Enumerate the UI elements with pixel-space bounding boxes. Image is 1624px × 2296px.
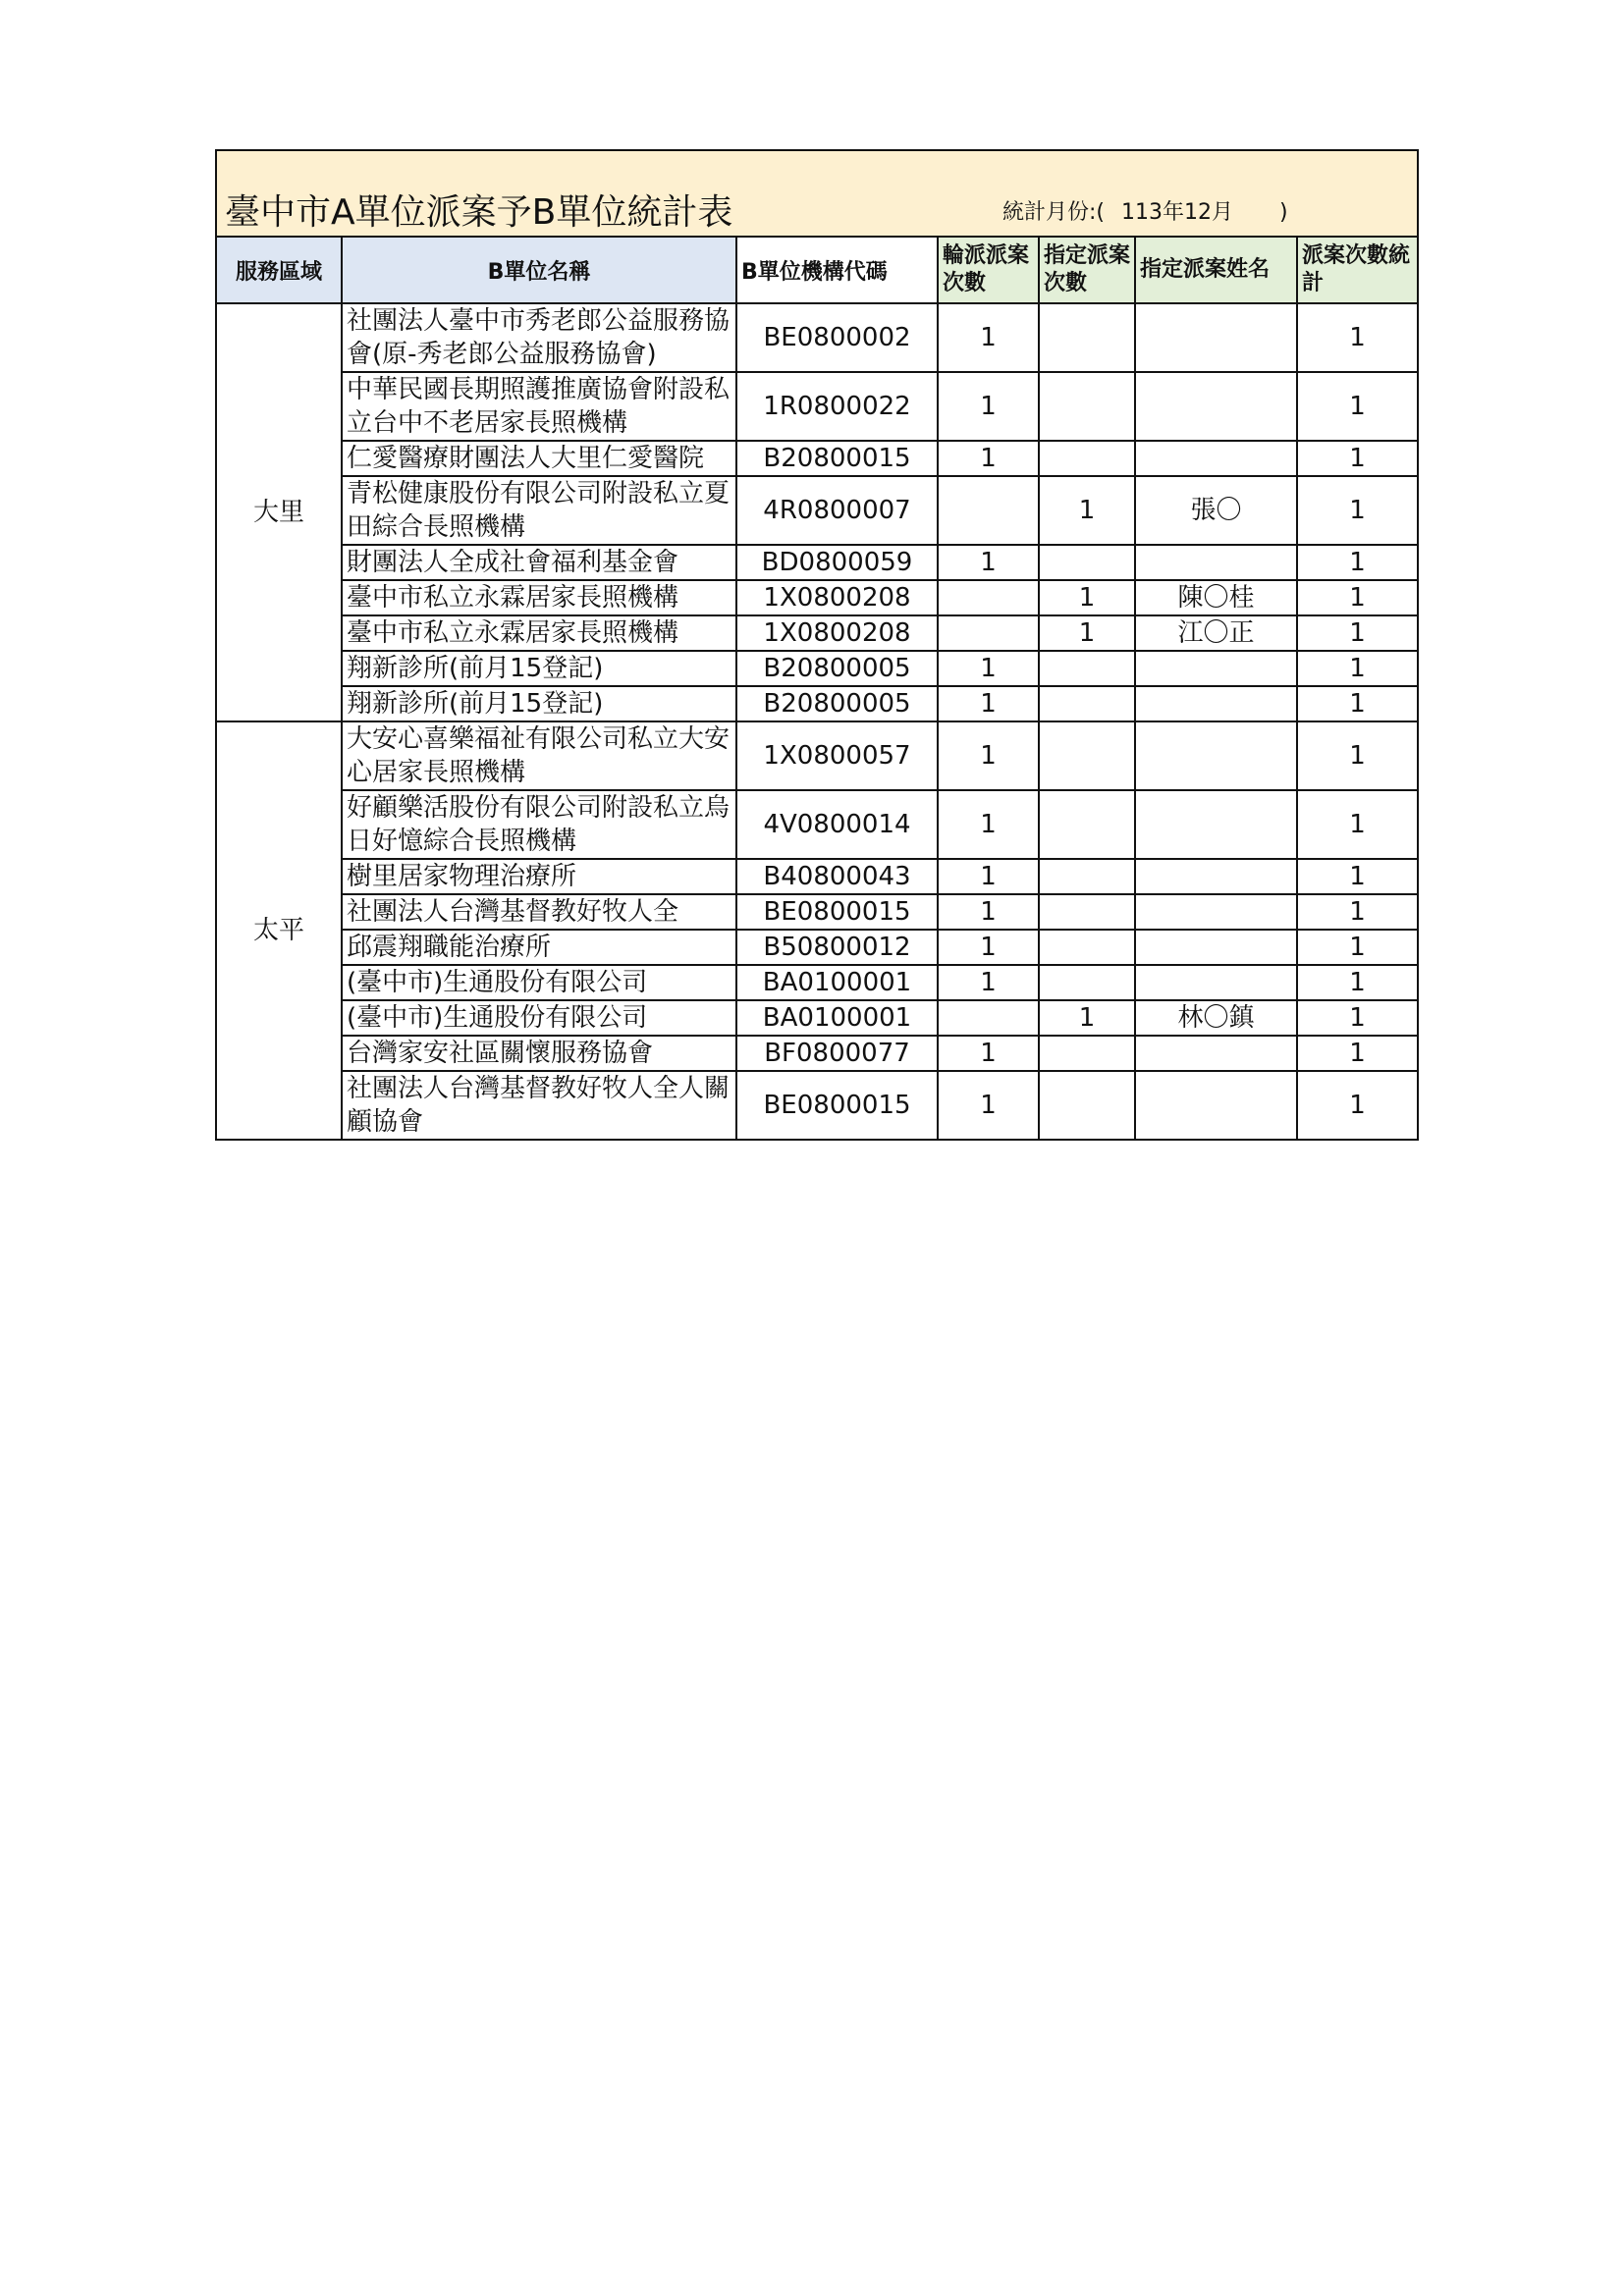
- designated-person-cell: [1135, 790, 1297, 859]
- unit-name-cell: 社團法人台灣基督教好牧人全: [342, 894, 736, 930]
- total-count-cell: 1: [1297, 686, 1418, 721]
- rotate-count-cell: [938, 580, 1039, 615]
- unit-name-cell: (臺中市)生通股份有限公司: [342, 1000, 736, 1036]
- designated-person-cell: 陳〇桂: [1135, 580, 1297, 615]
- period-prefix: 統計月份:(: [1002, 200, 1105, 225]
- total-count-cell: 1: [1297, 476, 1418, 545]
- period-value: 113年12月: [1121, 200, 1233, 225]
- unit-code-cell: B50800012: [736, 930, 938, 965]
- designated-person-cell: 張〇: [1135, 476, 1297, 545]
- designated-count-cell: [1039, 721, 1135, 790]
- unit-name-cell: 臺中市私立永霖居家長照機構: [342, 580, 736, 615]
- unit-code-cell: BA0100001: [736, 965, 938, 1000]
- header-total-count: 派案次數統計: [1297, 237, 1418, 303]
- table-row: [216, 1071, 1418, 1140]
- table-row: [216, 859, 1418, 894]
- designated-person-cell: [1135, 372, 1297, 441]
- unit-code-cell: BE0800002: [736, 303, 938, 372]
- designated-person-cell: [1135, 894, 1297, 930]
- region-cell: 太平: [216, 721, 342, 1140]
- unit-name-cell: 財團法人全成社會福利基金會: [342, 545, 736, 580]
- unit-name-cell: 樹里居家物理治療所: [342, 859, 736, 894]
- unit-code-cell: BE0800015: [736, 894, 938, 930]
- total-count-cell: 1: [1297, 303, 1418, 372]
- rotate-count-cell: 1: [938, 1036, 1039, 1071]
- rotate-count-cell: 1: [938, 930, 1039, 965]
- table-row: [216, 476, 1418, 545]
- rotate-count-cell: 1: [938, 545, 1039, 580]
- designated-count-cell: [1039, 1036, 1135, 1071]
- header-designated-person: 指定派案姓名: [1135, 237, 1297, 303]
- rotate-count-cell: [938, 615, 1039, 651]
- unit-name-cell: 中華民國長期照護推廣協會附設私立台中不老居家長照機構: [342, 372, 736, 441]
- total-count-cell: 1: [1297, 859, 1418, 894]
- statistics-sheet: [215, 149, 1417, 1141]
- designated-person-cell: [1135, 686, 1297, 721]
- unit-code-cell: 1X0800057: [736, 721, 938, 790]
- rotate-count-cell: [938, 1000, 1039, 1036]
- unit-code-cell: 1R0800022: [736, 372, 938, 441]
- table-body: [216, 303, 1418, 1140]
- table-row: [216, 545, 1418, 580]
- designated-count-cell: 1: [1039, 1000, 1135, 1036]
- header-designated-count: 指定派案次數: [1039, 237, 1135, 303]
- rotate-count-cell: [938, 476, 1039, 545]
- designated-count-cell: 1: [1039, 615, 1135, 651]
- designated-person-cell: [1135, 859, 1297, 894]
- unit-name-cell: 大安心喜樂福祉有限公司私立大安心居家長照機構: [342, 721, 736, 790]
- designated-person-cell: 林〇鎮: [1135, 1000, 1297, 1036]
- rotate-count-cell: 1: [938, 790, 1039, 859]
- designated-count-cell: [1039, 686, 1135, 721]
- statistics-period: [1002, 196, 1288, 230]
- total-count-cell: 1: [1297, 441, 1418, 476]
- table-row: [216, 615, 1418, 651]
- designated-person-cell: 江〇正: [1135, 615, 1297, 651]
- total-count-cell: 1: [1297, 580, 1418, 615]
- unit-code-cell: BE0800015: [736, 1071, 938, 1140]
- unit-name-cell: 仁愛醫療財團法人大里仁愛醫院: [342, 441, 736, 476]
- rotate-count-cell: 1: [938, 372, 1039, 441]
- designated-count-cell: [1039, 441, 1135, 476]
- unit-name-cell: 臺中市私立永霖居家長照機構: [342, 615, 736, 651]
- header-rotate-count: 輪派派案次數: [938, 237, 1039, 303]
- table-row: [216, 441, 1418, 476]
- designated-count-cell: [1039, 930, 1135, 965]
- designated-count-cell: 1: [1039, 580, 1135, 615]
- total-count-cell: 1: [1297, 545, 1418, 580]
- table-row: [216, 894, 1418, 930]
- unit-name-cell: 翔新診所(前月15登記): [342, 686, 736, 721]
- header-row: [216, 237, 1418, 303]
- designated-person-cell: [1135, 1071, 1297, 1140]
- rotate-count-cell: 1: [938, 859, 1039, 894]
- rotate-count-cell: 1: [938, 965, 1039, 1000]
- table-row: [216, 580, 1418, 615]
- designated-count-cell: [1039, 1071, 1135, 1140]
- designated-person-cell: [1135, 651, 1297, 686]
- unit-code-cell: BD0800059: [736, 545, 938, 580]
- designated-count-cell: [1039, 894, 1135, 930]
- rotate-count-cell: 1: [938, 651, 1039, 686]
- unit-name-cell: (臺中市)生通股份有限公司: [342, 965, 736, 1000]
- unit-code-cell: 4V0800014: [736, 790, 938, 859]
- designated-count-cell: [1039, 965, 1135, 1000]
- total-count-cell: 1: [1297, 894, 1418, 930]
- designated-person-cell: [1135, 545, 1297, 580]
- unit-code-cell: B20800005: [736, 651, 938, 686]
- designated-person-cell: [1135, 930, 1297, 965]
- total-count-cell: 1: [1297, 930, 1418, 965]
- rotate-count-cell: 1: [938, 1071, 1039, 1140]
- unit-code-cell: B40800043: [736, 859, 938, 894]
- total-count-cell: 1: [1297, 1000, 1418, 1036]
- total-count-cell: 1: [1297, 721, 1418, 790]
- period-suffix: ): [1279, 200, 1288, 225]
- rotate-count-cell: 1: [938, 721, 1039, 790]
- total-count-cell: 1: [1297, 1036, 1418, 1071]
- unit-name-cell: 台灣家安社區關懷服務協會: [342, 1036, 736, 1071]
- rotate-count-cell: 1: [938, 894, 1039, 930]
- total-count-cell: 1: [1297, 651, 1418, 686]
- designated-count-cell: [1039, 859, 1135, 894]
- unit-code-cell: 1X0800208: [736, 615, 938, 651]
- designated-count-cell: [1039, 790, 1135, 859]
- unit-code-cell: BA0100001: [736, 1000, 938, 1036]
- unit-code-cell: 1X0800208: [736, 580, 938, 615]
- designated-person-cell: [1135, 303, 1297, 372]
- rotate-count-cell: 1: [938, 303, 1039, 372]
- table-row: [216, 930, 1418, 965]
- region-cell: 大里: [216, 303, 342, 721]
- unit-code-cell: 4R0800007: [736, 476, 938, 545]
- unit-name-cell: 青松健康股份有限公司附設私立夏田綜合長照機構: [342, 476, 736, 545]
- unit-name-cell: 社團法人臺中市秀老郎公益服務協會(原-秀老郎公益服務協會): [342, 303, 736, 372]
- unit-name-cell: 翔新診所(前月15登記): [342, 651, 736, 686]
- unit-code-cell: B20800005: [736, 686, 938, 721]
- table-row: [216, 1000, 1418, 1036]
- designated-count-cell: [1039, 303, 1135, 372]
- designated-count-cell: [1039, 545, 1135, 580]
- designated-person-cell: [1135, 965, 1297, 1000]
- unit-code-cell: B20800015: [736, 441, 938, 476]
- header-region: 服務區域: [216, 237, 342, 303]
- total-count-cell: 1: [1297, 790, 1418, 859]
- table-row: [216, 790, 1418, 859]
- total-count-cell: 1: [1297, 615, 1418, 651]
- designated-person-cell: [1135, 721, 1297, 790]
- rotate-count-cell: 1: [938, 686, 1039, 721]
- title-row: [216, 150, 1418, 237]
- table-row: [216, 303, 1418, 372]
- total-count-cell: 1: [1297, 372, 1418, 441]
- designated-count-cell: [1039, 651, 1135, 686]
- designated-count-cell: [1039, 372, 1135, 441]
- page-title: 臺中市A單位派案予B單位統計表: [225, 192, 733, 233]
- unit-code-cell: BF0800077: [736, 1036, 938, 1071]
- total-count-cell: 1: [1297, 965, 1418, 1000]
- table-row: [216, 372, 1418, 441]
- designated-person-cell: [1135, 1036, 1297, 1071]
- header-unit-code: B單位機構代碼: [736, 237, 938, 303]
- unit-name-cell: 社團法人台灣基督教好牧人全人關顧協會: [342, 1071, 736, 1140]
- unit-name-cell: 好顧樂活股份有限公司附設私立烏日好憶綜合長照機構: [342, 790, 736, 859]
- designated-person-cell: [1135, 441, 1297, 476]
- table-row: [216, 1036, 1418, 1071]
- table-row: [216, 686, 1418, 721]
- dispatch-statistics-table: [215, 149, 1419, 1141]
- total-count-cell: 1: [1297, 1071, 1418, 1140]
- table-row: [216, 965, 1418, 1000]
- designated-count-cell: 1: [1039, 476, 1135, 545]
- rotate-count-cell: 1: [938, 441, 1039, 476]
- table-row: [216, 651, 1418, 686]
- unit-name-cell: 邱震翔職能治療所: [342, 930, 736, 965]
- table-row: [216, 721, 1418, 790]
- header-unit-name: B單位名稱: [342, 237, 736, 303]
